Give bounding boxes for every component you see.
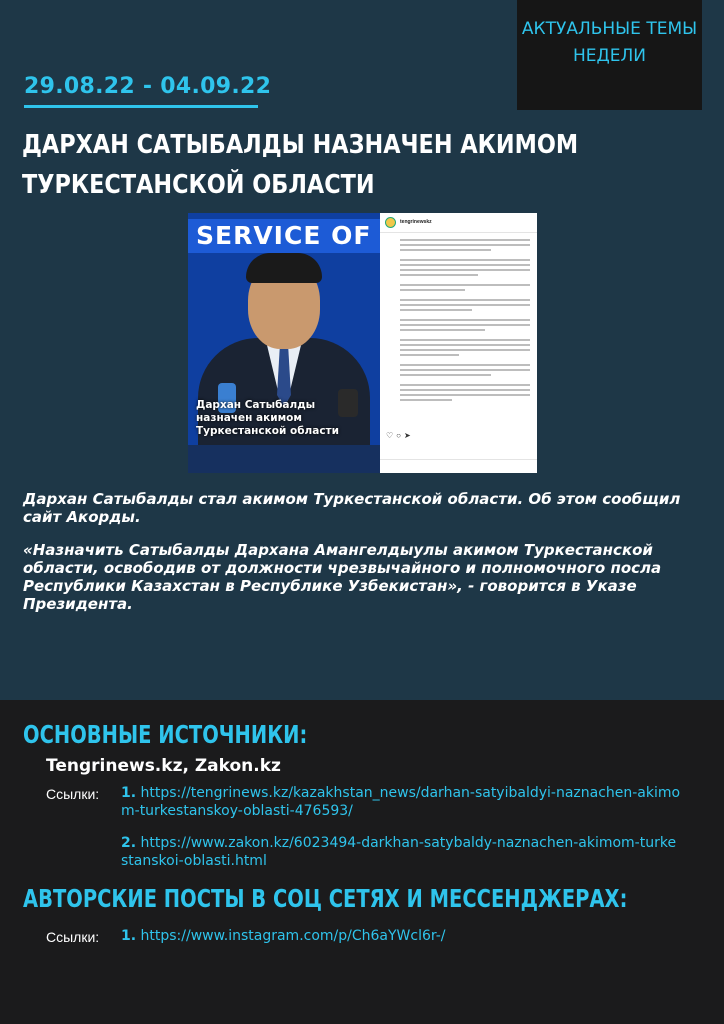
account-avatar bbox=[385, 217, 396, 228]
author-post-link-1[interactable]: 1. https://www.instagram.com/p/Ch6aYWcl6r-/ bbox=[121, 928, 446, 944]
links-label: Ссылки: bbox=[46, 786, 100, 802]
source-link-1[interactable]: 1. https://tengrinews.kz/kazakhstan_news/darhan-satyibaldyi-naznachen-akimom-turkestanskoy-oblasti-476593/ bbox=[121, 785, 681, 819]
account-name: tengrinewskz bbox=[400, 219, 432, 225]
post-text bbox=[400, 239, 530, 404]
post-action-icons: ♡○➤ bbox=[386, 431, 414, 440]
date-underline bbox=[24, 105, 258, 108]
main-sources-names: Tengrinews.kz, Zakon.kz bbox=[46, 756, 281, 776]
headline: ДАРХАН САТЫБАЛДЫ НАЗНАЧЕН АКИМОМ ТУРКЕСТАНСКОЙ ОБЛАСТИ bbox=[22, 130, 579, 200]
links-label: Ссылки: bbox=[46, 929, 100, 945]
news-photo bbox=[188, 213, 380, 473]
photo-banner bbox=[188, 219, 380, 253]
banner-text: SERVICE OF bbox=[196, 221, 372, 250]
comment-bar bbox=[380, 459, 537, 473]
main-sources-title: ОСНОВНЫЕ ИСТОЧНИКИ: bbox=[23, 720, 308, 749]
photo-caption: Дархан Сатыбалды назначен акимом Туркестанской области bbox=[196, 399, 339, 437]
person-hair bbox=[246, 253, 322, 283]
instagram-post bbox=[380, 213, 537, 473]
source-link-2[interactable]: 2. https://www.zakon.kz/6023494-darkhan-satybaldy-naznachen-akimom-turkestanskoi-oblasti.html bbox=[121, 835, 677, 869]
date-range: 29.08.22 - 04.09.22 bbox=[24, 74, 272, 99]
weekly-topics-badge bbox=[517, 0, 702, 110]
author-posts-title: АВТОРСКИЕ ПОСТЫ В СОЦ СЕТЯХ И МЕССЕНДЖЕРАХ: bbox=[23, 884, 628, 913]
photo-footer-strip bbox=[188, 445, 380, 473]
post-header bbox=[380, 213, 537, 233]
badge-line-2: НЕДЕЛИ bbox=[572, 46, 647, 66]
quote-paragraph: «Назначить Сатыбалды Дархана Амангелдыулы акимом Туркестанской области, освободив от должности чрезвычайного и полномочного посла Республики Казахстан в Республике Узбекистан», - говорится в Указе Президента. bbox=[23, 541, 662, 613]
lead-paragraph: Дархан Сатыбалды стал акимом Туркестанской области. Об этом сообщил сайт Акорды. bbox=[23, 490, 681, 526]
badge-line-1: АКТУАЛЬНЫЕ ТЕМЫ bbox=[521, 19, 698, 39]
